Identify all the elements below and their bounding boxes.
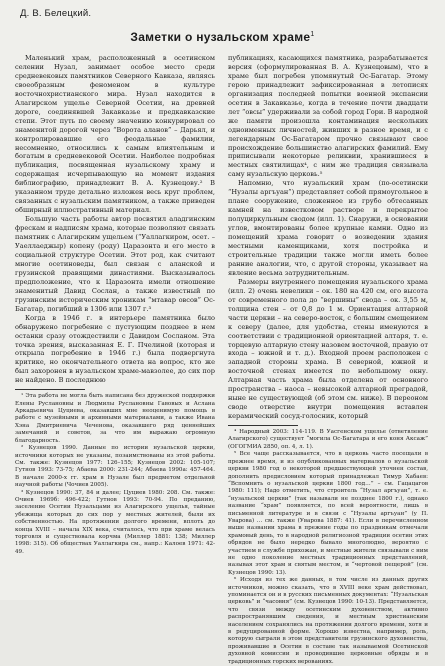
- article-title: [0, 30, 445, 44]
- footnote: ⁴ Народный 2003: 114-119. В Уасгенском ущелье (ответвление Алагирского) существует “могила Ос-Багатара и его коня Аксаж” (ОГОГМИА 2850, оп. 4, л. 1).: [228, 429, 428, 450]
- body-paragraph: Большую часть работы автор посвятил аладгинским фрескам и надписям храма, которые позволяют связать памятник с Алагирским ущельем (“Уаллагкиром, осет. – Уаеллаеджыр) копену (роду) Царазонта и его место в социальной структуре Осетии. Этот род, как считают многие осетиноведы, был связан с аланской и грузинской правящими династиями. Высказывалось предположение, что к Царазонта имели отношение знаменитый Давид Сослан, а также известный по грузинским историческим хроникам “мтавар овсов” Ос-Багатар, погибший в 1306 или 1307 г.³: [15, 215, 215, 313]
- footnote: ³ Кузнецов 1990: 37, 84 и далее; Цуциев 1980: 208. См. также: Очиев 1969б: 496-422; Гутнов 1993: 70-94. По преданию, заселение Осетии Нузальцами из Алагирского ущелья, тайные убежища которых до сих пор у местных жителей, были их собственностью. На протяжении долгого времени, вплоть до конца XVIII – начала XIX века, считалось, что при храме велась торговля и существовала корчма (Миллер 1881: 138; Миллер 1998: 315). Об обществах Уаллагкира см., напр.: Калоев 1971: 42-49.: [15, 489, 215, 555]
- footnote-divider: [15, 389, 85, 390]
- body-paragraph: Маленький храм, расположенный в осетинском селении Нузал, занимает особое место среди средневековых памятников Северного Кавказа, являясь своеобразным феноменом в культуре восточнохристианского мира. Нузал находится в Алагирском ущелье Северной Осетии, на древней дороге, соединявшей Закавказье и предкавказские степи. Этот путь по своему значению конкурировал со знаменитой дорогой через “Ворота аланов” – Дарьял, и контролировавшие его феодальные фамилии, несомненно, относились к самым влиятельным и богатым в средневековой Осетии. Наиболее подробная публикация, посвященная нузальскому храму и содержащая исчерпывающую на момент издания библиографию, принадлежит В. А. Кузнецову.² В указанном труде детально изложен весь круг проблем, связанных с нузальским памятником, а также приведен обширный иллюстративный материал.: [15, 54, 215, 215]
- body-paragraph: публикациях, касающихся памятника, разрабатывается версия (сформулированная В. А. Кузнецовым), что в храме был погребен упомянутый Ос-Багатар. Этому герою принадлежит зафиксированная в летописях организация последней попытки военной экспансии осетин в Закавказье, когда в течение почти двадцати лет “овсы” удерживали за собой город Гори. В народной же памяти произошла контаминация нескольких одноименных личностей, живших в разное время, и с легендарным Ос-Багатаром прочно связывают свое происхождение большинство алагирских фамилий. Ему приписывали некоторые реликвии, хранившиеся в местных святилищах⁴, с ним же традиция связывала саму нузальскую церковь.⁵: [228, 54, 428, 179]
- author-name: Д. В. Белецкий.: [20, 8, 92, 19]
- body-paragraph: Размеры внутреннего помещения нузальского храма (илл. 2) очень невелики – ок. 180 на 420 см, его высота от современного пола до “вершины” свода – ок. 3,55 м, толщина стен – от 0,8 до 1 м. Ориентация алтарной части церкви – на северо-восток, с большим смещением к северу (далее, для удобства, стены именуются в соответствии с традиционной ориентацией алтаря, т. е. торцевую алтарную стену назовем восточной, правую от входа – южной и т. д.). Входной проем расположен с западной стороны храма. В северной, южной и восточной стенах имеется по небольшому окну. Алтарная часть храма была отделена от основного пространства – наоса – невысокой алтарной преградой, ныне не существующей (об этом см. ниже). В переоном своде отверстие внутри помещения вставлен керамический сосуд-голосник, который: [228, 277, 428, 421]
- footnote: ⁶ Исходя из тех же данных, в том числе из данных других источников, можно сказать, что в XVIII веке храм действовал, упоминается он и в русских письменных документах: “Нузальская церковь” и “часовня” (см. Кузнецов 1990: 10-13). Представляется, что связи между осетинским духовенством, активно распространявшим сведения, и местным христианским населением сохранялись на протяжении долгого времени, хотя и в редуцированной форме. Хорошо известна, например, роль, которую сыграли в этом представители грузинского духовенства, проживавшие в Осетии в составе так называемой Осетинской духовной комиссии и проводившие церковные обряды и в традиционных горских верованиях.: [228, 577, 428, 665]
- footnote-divider: [228, 425, 298, 426]
- footnotes: [228, 429, 428, 666]
- footnote: ⁵ Все чаще рассказывается, что в церковь часто посещали в прежнее время, и из опубликованных материалов о нузальской церкви 1980 год о некоторой предшествующей уточнен состав, дополнить предисловием который принадлежал Тимур Хабаев: “Вспомнить о нузальской церкви 1800 год…” – см. Гацацагов 1980: 111); Надо отметить, что строитель “Нузал аргъуан”, т. е. “нузальской церкви” (так называли не позднее 1800 г.), однако название “храм” появляется, по всей вероятности, лишь в письменной литературе и в связи с “Нузалы аргъуан” (у П. Уварова) … см. также (Уварова 1887: 41). Если в перечисленном выше названии храма в прежние годы по праздникам отмечали храмовый день, то в народной религиозной традиции осетин этих обрядов не было нередко бывало многолюдно, вероятно с участием в службе прихожан, и местные жители связывали с ним не одно поколение местных традиционных представлений, называя этот храм и святым местом, и “чертовой пещерой” (см. Кузнецов 1990: 13).: [228, 451, 428, 576]
- left-column: [15, 54, 215, 556]
- body-paragraph: Напомню, что нузальский храм (по-осетински “Нузалы аргъуан”) представляет собой прямоугольное в плане сооружение, сложенное из грубо обтесанных камней на известковом растворе и перекрытое полуциркульным сводом (илл. 1). Снаружи, в основании углов, вмонтированы более крупные камни. Одно из помещений храма говорит о возведении здания местными каменщиками, хотя постройка и строительные традиции также могли иметь более ранние аналогии, что, с другой стороны, указывает на явление весьма затруднительным.: [228, 179, 428, 277]
- footnotes: [15, 393, 215, 556]
- article-title-text: Заметки о нузальском храме: [130, 30, 311, 44]
- title-footnote-mark: 1: [310, 31, 315, 38]
- body-paragraph: Когда в 1946 г. в интерьере памятника было обнаружено погребение с пустующим позднее в нем останки сразу отождествили с Давидом Сосланом. Эта точка зрения, высказанная Е. Г. Пчелиной (которая и открыла погребение в 1946 г.) была подвергнута критике, но окончательного ответа на вопрос, кто же был захоронен в нузальском храме-мавзолее, до сих пор не найдено. В последнюю: [15, 313, 215, 385]
- footnote: ² Кузнецов 1990. Данные по истории нузальской церкви, источники которых не указаны, позаимствованы из этой работы. См. также: Кузнецов 1977: 126–155; Кузнецов 2002: 105-107; Гутнов 1993: 73-75; Абаева 2000: 231-244; Абаева 1990а: 457-464. В начале 2000-х гг. храм в Нузале был предметом отдельной научной работы (Чочиев 2005).: [15, 445, 215, 489]
- footnote: ¹ Эта работа не могла быть написана без дружеской поддержки Елены Руслановны и Людмилы Руслановны Гавовых и Асланa Аркадьевича Цуциева, оказавших мне неоценимую помощь в работе с музейными и архивными материалами, а также Ивана Хэна Дмитриевича Чеченова, оказавшего ряд ценнейших замечаний и советов, за что им выражаю огромную благодарность.: [15, 393, 215, 444]
- right-column: [228, 54, 428, 666]
